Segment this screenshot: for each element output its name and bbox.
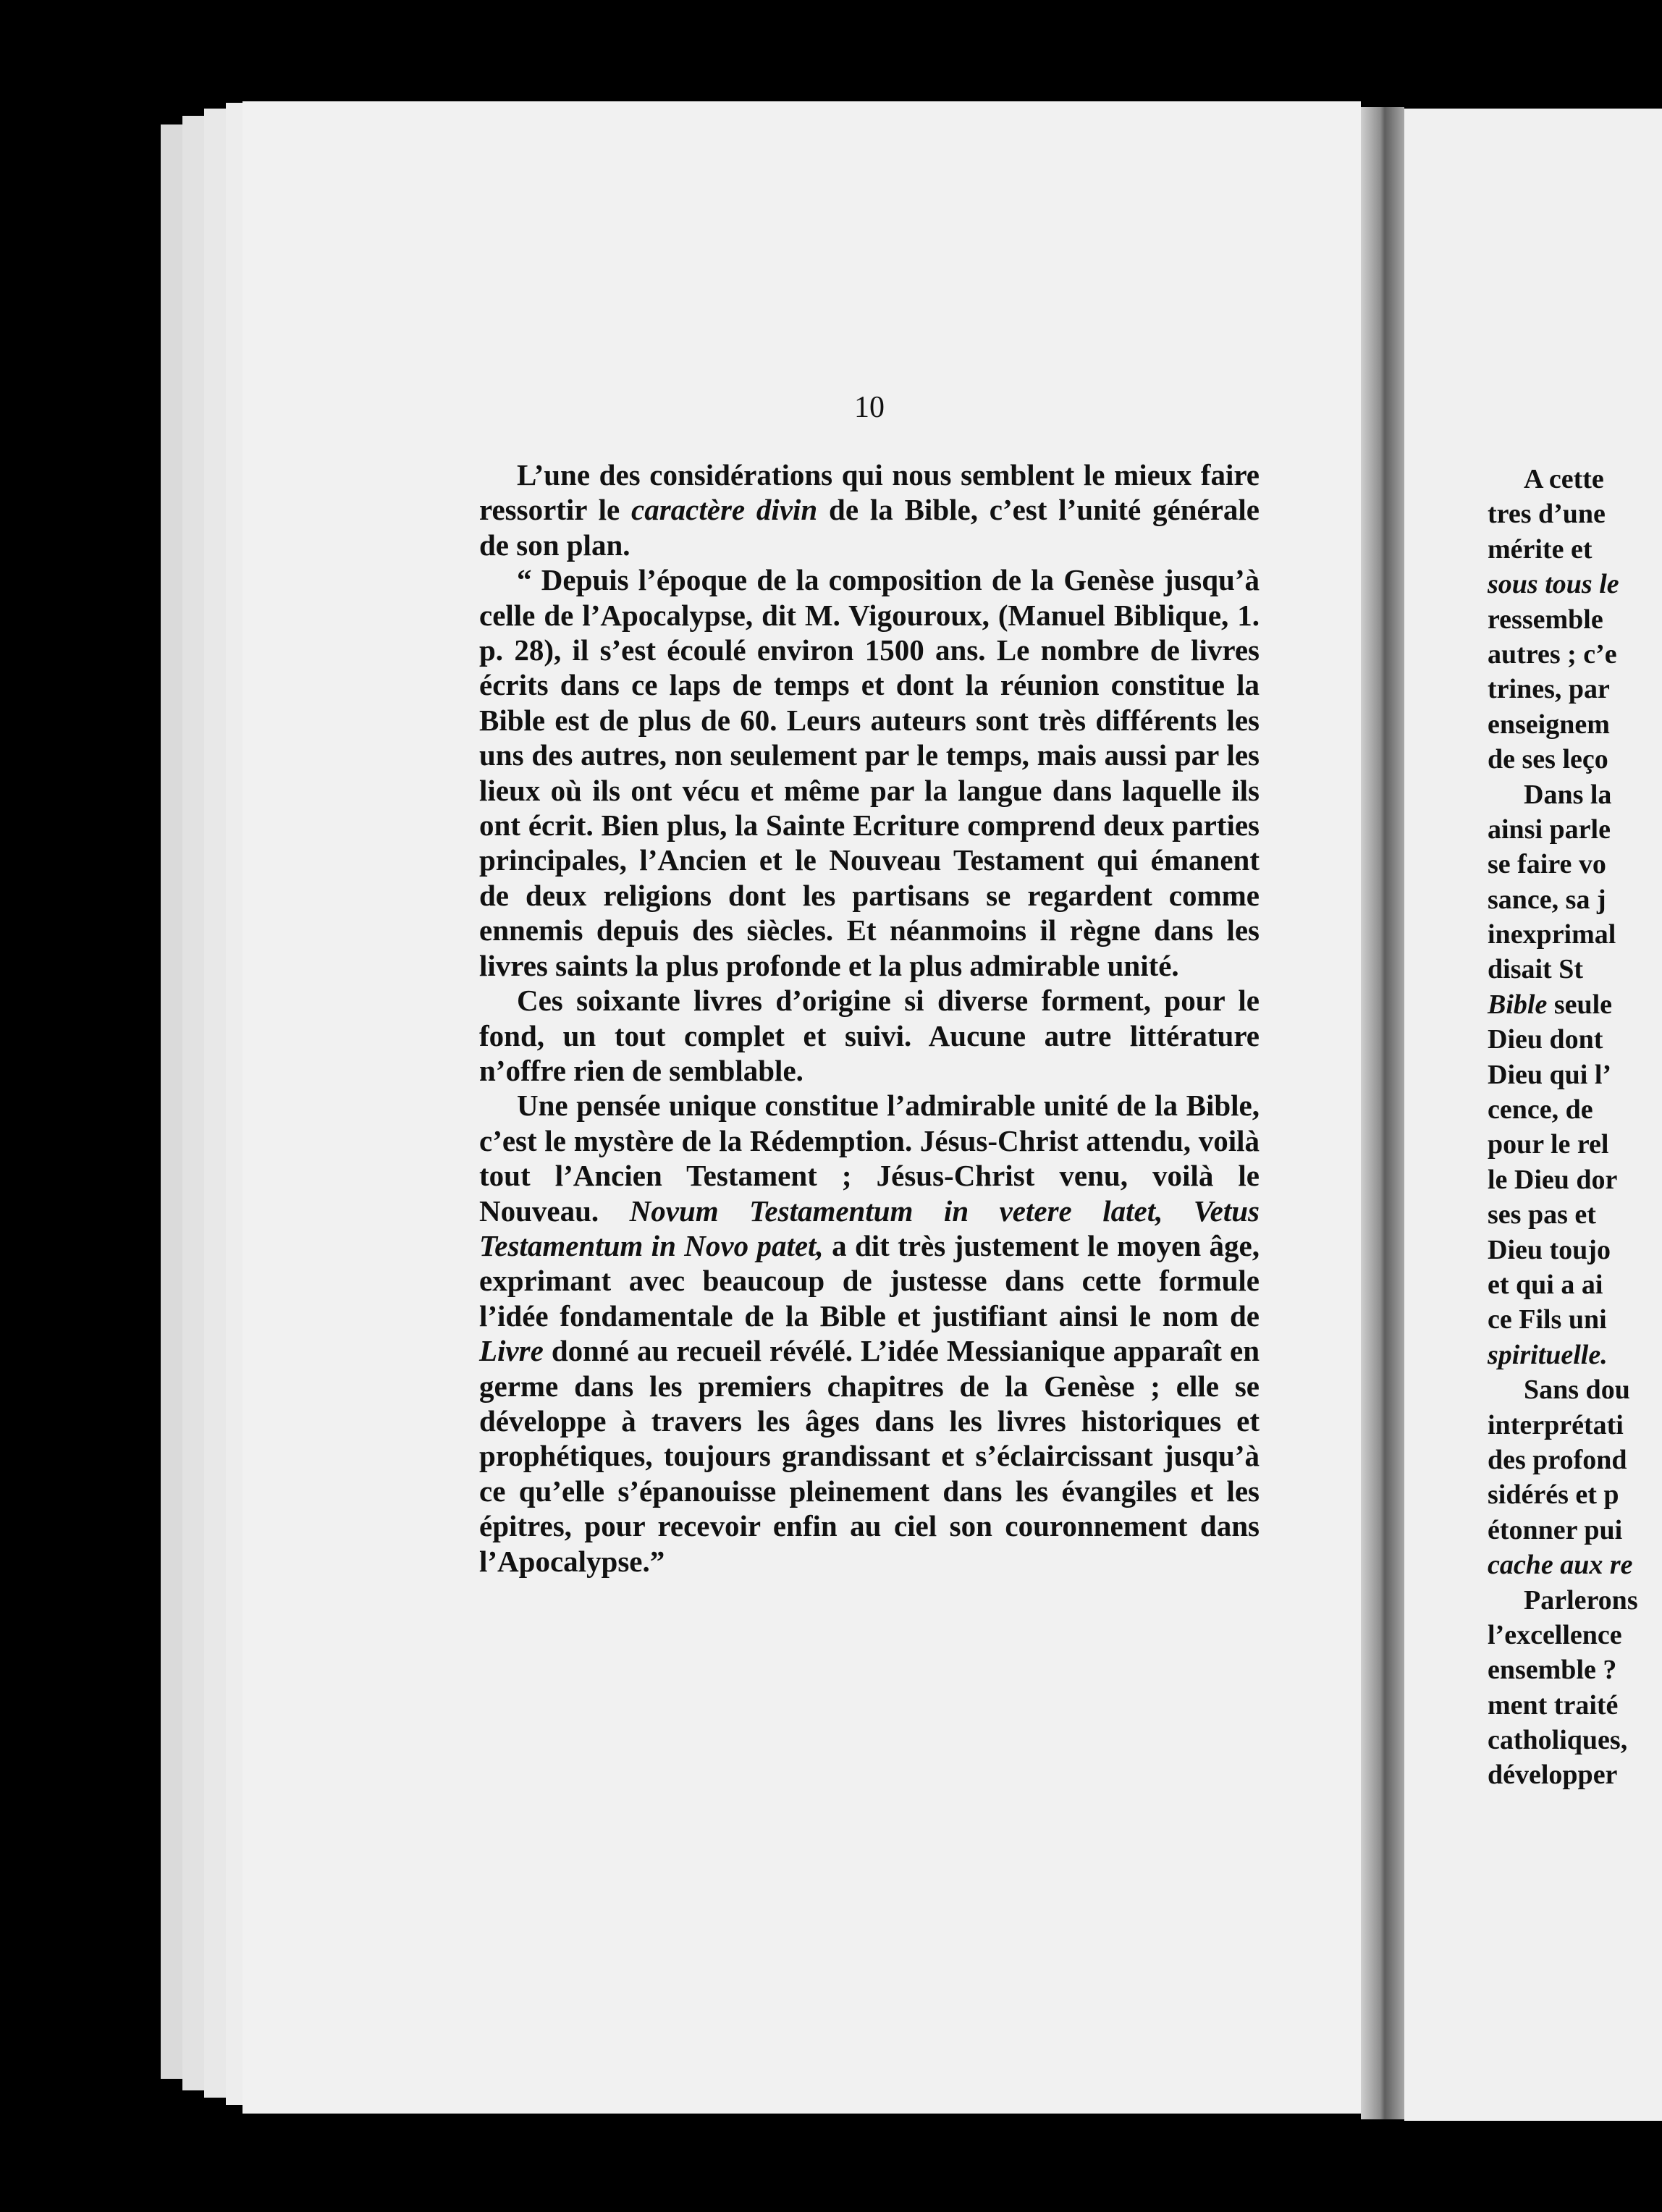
text-line xyxy=(1488,1233,1662,1267)
text-line xyxy=(1488,532,1662,567)
text-line xyxy=(1488,1058,1662,1092)
text-run: inexprimal xyxy=(1488,919,1616,950)
text-line xyxy=(1488,602,1662,637)
text-line xyxy=(1488,637,1662,672)
text-line xyxy=(1488,742,1662,777)
text-run: développer xyxy=(1488,1760,1618,1791)
text-run: de ses leço xyxy=(1488,744,1608,775)
text-line xyxy=(1488,1583,1662,1618)
left-page-text xyxy=(479,457,1260,1579)
text-run: disait St xyxy=(1488,954,1583,985)
text-run: mérite et xyxy=(1488,533,1593,565)
text-line xyxy=(1488,1757,1662,1792)
text-run: catholiques, xyxy=(1488,1725,1628,1756)
text-run: “ Depuis l’époque de la composition de la Genèse jusqu’à celle de l’Apocalypse, dit M. Vigouroux, (Manuel Biblique, 1. p. 28), il s’est écoulé environ 1500 ans. Le nombre de livres écrits dans ce laps de temps et dont la réunion constitue la Bible est de plus de 60. Leurs auteurs sont très différents les uns des autres, non seulement par le temps, mais aussi par les lieux où ils ont vécu et même par la langue dans laquelle ils ont écrit. Bien plus, la Sainte Ecriture comprend deux parties principales, l’Ancien et le Nouveau Testament qui émanent de deux religions dont les partisans se regardent comme ennemis depuis des siècles. Et néanmoins il règne dans les livres saints la plus profonde et la plus admirable unité. xyxy=(479,563,1260,982)
text-line xyxy=(1488,1338,1662,1372)
text-run: Dans la xyxy=(1524,779,1612,810)
text-run: des profond xyxy=(1488,1444,1627,1475)
text-line xyxy=(1488,917,1662,952)
paragraph xyxy=(479,562,1260,983)
text-line xyxy=(1488,1443,1662,1477)
italic-phrase: Bible xyxy=(1488,989,1548,1020)
text-run: donné au recueil révélé. L’idée Messianique apparaît en germe dans les premiers chapitres de la Genèse ; elle se développe à travers les âges dans les livres historiques et prophétiques, toujours grandissant et s’éclaircissant jusqu’à ce qu’elle s’épanouisse pleinement dans les évangiles et les épitres, pour recevoir enfin au ciel son couronnement dans l’Apocalypse.” xyxy=(479,1334,1260,1578)
text-line xyxy=(1488,1302,1662,1337)
text-run: le Dieu dor xyxy=(1488,1164,1618,1195)
italic-phrase: Novum Testamentum in vetere latet, Vetus Testamentum in Novo patet, xyxy=(479,1194,1260,1262)
text-line xyxy=(1488,1092,1662,1127)
text-line xyxy=(1488,1477,1662,1512)
text-line xyxy=(1488,1197,1662,1232)
text-line xyxy=(1488,1162,1662,1197)
text-run: a dit très justement le moyen âge, exprimant avec beaucoup de justesse dans cette formule l’idée fondamentale de la Bible et justifiant ainsi le nom de xyxy=(479,1228,1260,1333)
text-run: cence, de xyxy=(1488,1094,1593,1126)
text-line xyxy=(1488,1267,1662,1302)
text-run: ensemble ? xyxy=(1488,1655,1617,1686)
italic-phrase: caractère divin xyxy=(631,493,818,527)
text-run: se faire vo xyxy=(1488,849,1606,880)
text-run: A cette xyxy=(1524,464,1604,494)
text-run: Parlerons xyxy=(1524,1584,1638,1616)
text-run: et qui a ai xyxy=(1488,1269,1603,1300)
text-run: Dieu qui l’ xyxy=(1488,1059,1612,1090)
text-line xyxy=(1488,847,1662,882)
text-line xyxy=(1488,1513,1662,1548)
text-run: Sans dou xyxy=(1524,1375,1630,1406)
text-run: ainsi parle xyxy=(1488,814,1611,845)
text-line xyxy=(1488,567,1662,601)
text-line xyxy=(1488,672,1662,706)
text-line xyxy=(1488,1723,1662,1757)
italic-phrase: Livre xyxy=(479,1334,544,1368)
text-run: seule xyxy=(1547,989,1613,1020)
text-run: Une pensée unique constitue l’admirable unité de la Bible, c’est le mystère de la Rédemption. Jésus-Christ attendu, voilà tout l’Ancien Testament ; Jésus-Christ venu, voilà le Nouveau. xyxy=(479,1089,1260,1228)
paragraph xyxy=(479,457,1260,562)
text-line xyxy=(1488,1022,1662,1057)
text-run: Dieu toujo xyxy=(1488,1234,1611,1265)
text-run: autres ; c’e xyxy=(1488,638,1617,670)
text-line xyxy=(1488,1618,1662,1652)
text-run: L’une des considérations qui nous semblent le mieux faire ressortir le xyxy=(479,458,1260,527)
text-line xyxy=(1488,987,1662,1022)
text-line xyxy=(1488,1688,1662,1723)
italic-phrase: spirituelle. xyxy=(1488,1339,1608,1370)
book-gutter xyxy=(1361,107,1404,2119)
text-run: Ces soixante livres d’origine si diverse forment, pour le fond, un tout complet et suivi. Aucune autre littérature n’offre rien de semblable. xyxy=(479,984,1260,1087)
text-line xyxy=(1488,462,1662,497)
text-run: Dieu dont xyxy=(1488,1024,1603,1055)
text-run: de la Bible, c’est l’unité générale de son plan. xyxy=(479,493,1260,562)
text-run: ressemble xyxy=(1488,604,1603,635)
text-line xyxy=(1488,812,1662,847)
text-line xyxy=(1488,882,1662,917)
text-run: tres d’une xyxy=(1488,499,1606,530)
text-run: interprétati xyxy=(1488,1409,1624,1440)
page-number: 10 xyxy=(854,391,885,424)
text-run: trines, par xyxy=(1488,674,1610,705)
text-run: enseignem xyxy=(1488,709,1610,740)
text-run: ses pas et xyxy=(1488,1199,1596,1230)
text-run: sance, sa j xyxy=(1488,884,1606,915)
text-line xyxy=(1488,1127,1662,1162)
right-page-text xyxy=(1488,462,1662,1793)
text-run: sidérés et p xyxy=(1488,1479,1619,1511)
text-line xyxy=(1488,1408,1662,1443)
paragraph xyxy=(479,983,1260,1088)
italic-phrase: cache aux re xyxy=(1488,1550,1633,1581)
text-line xyxy=(1488,707,1662,742)
text-run: ce Fils uni xyxy=(1488,1304,1607,1335)
text-line xyxy=(1488,777,1662,812)
paragraph xyxy=(479,1088,1260,1579)
text-run: étonner pui xyxy=(1488,1514,1623,1545)
text-run: ment traité xyxy=(1488,1689,1619,1721)
text-line xyxy=(1488,1548,1662,1582)
text-line xyxy=(1488,1652,1662,1687)
text-run: pour le rel xyxy=(1488,1129,1609,1160)
italic-phrase: sous tous le xyxy=(1488,569,1619,600)
text-line xyxy=(1488,1372,1662,1407)
text-line xyxy=(1488,952,1662,987)
text-line xyxy=(1488,497,1662,531)
text-run: l’excellence xyxy=(1488,1619,1622,1650)
